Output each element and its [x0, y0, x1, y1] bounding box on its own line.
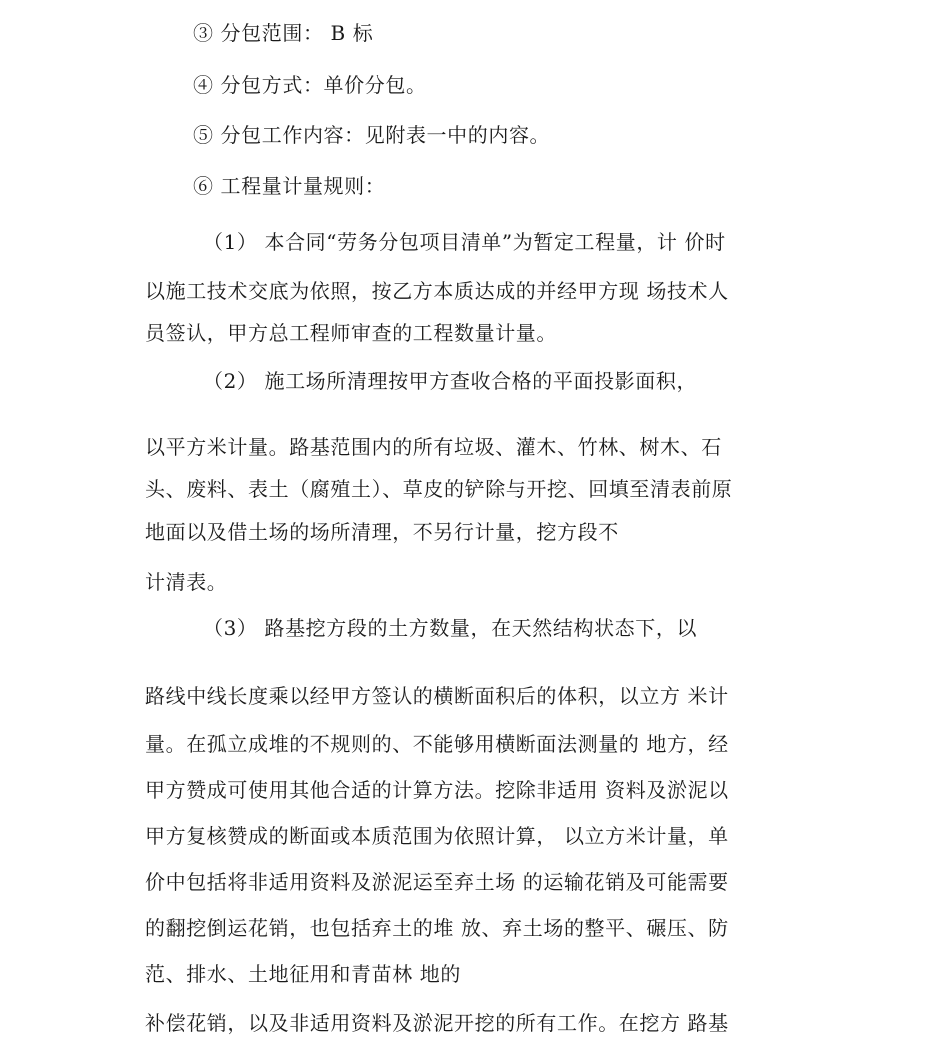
rule-1-line-1: （1） 本合同“劳务分包项目清单”为暂定工程量，计 价时 [203, 230, 726, 254]
rule-3-line-8: 范、排水、土地征用和青苗林 地的 [145, 962, 461, 986]
rule-3-line-2: 路线中线长度乘以经甲方签认的横断面积后的体积，以立方 米计 [145, 684, 729, 708]
rule-3-line-3: 量。在孤立成堆的不规则的、不能够用横断面法测量的 地方，经 [145, 732, 729, 756]
subcontract-method-line: ④ 分包方式：单价分包。 [193, 73, 427, 97]
rule-3-line-9: 补偿花销，以及非适用资料及淤泥开挖的所有工作。在挖方 路基 [145, 1011, 729, 1035]
subcontract-work-content-line: ⑤ 分包工作内容：见附表一中的内容。 [193, 123, 551, 147]
rule-2-line-5: 计清表。 [145, 570, 228, 594]
rule-1-line-3: 员签认，甲方总工程师审查的工程数量计量。 [145, 321, 557, 345]
rule-3-line-5: 甲方复核赞成的断面或本质范围为依照计算， 以立方米计量，单 [145, 824, 729, 848]
rule-2-line-4: 地面以及借土场的场所清理，不另行计量，挖方段不 [145, 520, 619, 544]
rule-3-line-4: 甲方赞成可使用其他合适的计算方法。挖除非适用 资料及淤泥以 [145, 778, 729, 802]
rule-2-line-1: （2） 施工场所清理按甲方查收合格的平面投影面积， [203, 369, 698, 393]
rule-3-line-7: 的翻挖倒运花销，也包括弃土的堆 放、弃土场的整平、碾压、防 [145, 916, 729, 940]
rule-3-line-1: （3） 路基挖方段的土方数量，在天然结构状态下，以 [203, 616, 698, 640]
rule-2-line-3: 头、废料、表土（腐殖土）、草皮的铲除与开挖、回填至清表前原 [145, 477, 733, 501]
rule-3-line-6: 价中包括将非适用资料及淤泥运至弃土场 的运输花销及可能需要 [145, 870, 729, 894]
subcontract-scope-line: ③ 分包范围： B 标 [193, 21, 374, 45]
rule-2-line-2: 以平方米计量。路基范围内的所有垃圾、灌木、竹林、树木、石 [145, 435, 722, 459]
rule-1-line-2: 以施工技术交底为依照，按乙方本质达成的并经甲方现 场技术人 [145, 279, 729, 303]
quantity-rules-heading: ⑥ 工程量计量规则： [193, 174, 386, 198]
